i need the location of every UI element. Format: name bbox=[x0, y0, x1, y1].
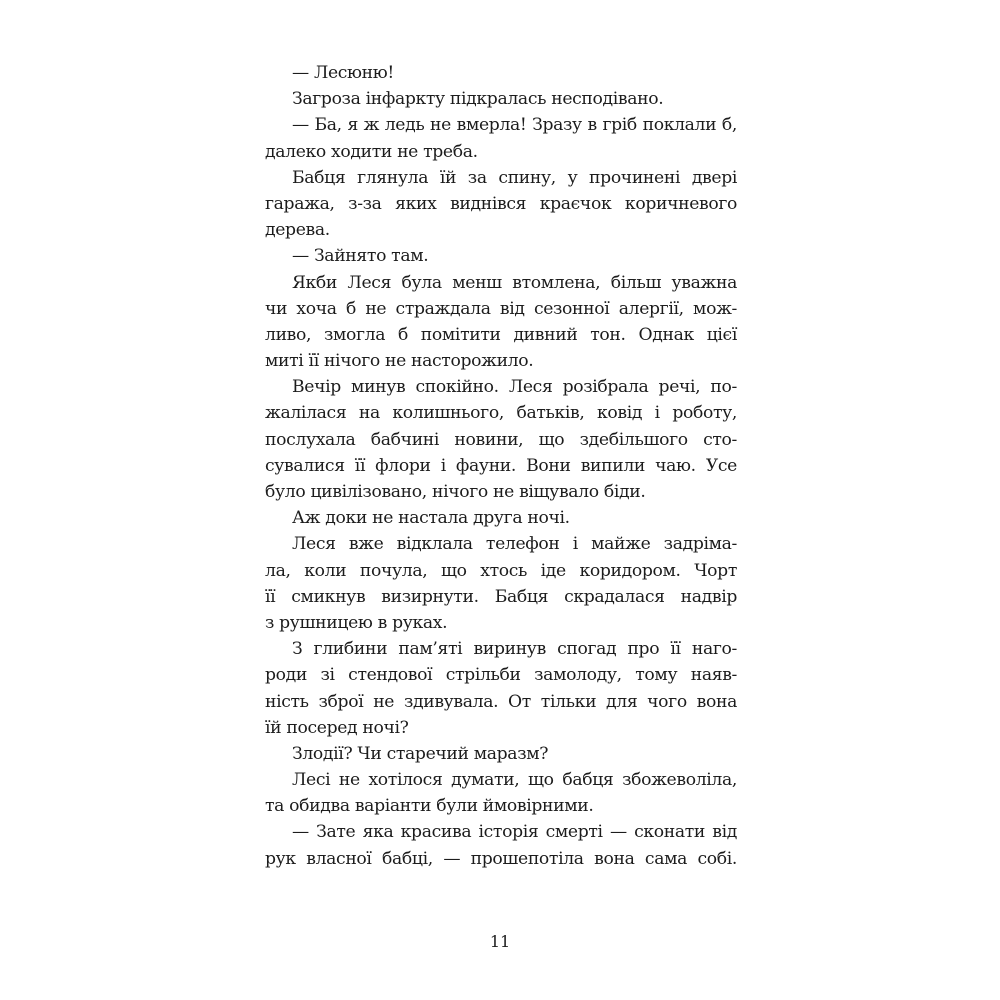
text-line: ла, коли почула, що хтось іде коридором. Чорт bbox=[265, 560, 737, 581]
text-line: рук власної бабці, — прошепотіла вона сама собі. bbox=[265, 848, 737, 869]
text-line: миті її нічого не насторожило. bbox=[265, 351, 534, 372]
text-line: Загроза інфаркту підкралась несподівано. bbox=[292, 89, 664, 110]
text-line: Бабця глянула їй за спину, у прочинені двері bbox=[292, 167, 737, 188]
text-line: — Зайнято там. bbox=[292, 246, 429, 267]
text-line: гаража, з-за яких виднівся краєчок коричневого bbox=[265, 193, 737, 214]
text-line: — Зате яка красива історія смерті — сконати від bbox=[292, 822, 737, 843]
text-line: послухала бабчині новини, що здебільшого сто- bbox=[265, 429, 737, 450]
text-line: Лесі не хотілося думати, що бабця збожеволіла, bbox=[292, 770, 737, 791]
body-text bbox=[265, 60, 737, 872]
text-line: далеко ходити не треба. bbox=[265, 141, 478, 162]
text-line: Злодії? Чи старечий маразм? bbox=[292, 743, 549, 764]
text-line: їй посеред ночі? bbox=[265, 717, 409, 738]
text-line: жалілася на колишнього, батьків, ковід і роботу, bbox=[265, 403, 737, 424]
text-line: Леся вже відклала телефон і майже задріма- bbox=[292, 534, 737, 555]
page-number: 11 bbox=[489, 932, 511, 951]
text-line: ливо, змогла б помітити дивний тон. Однак цієї bbox=[265, 324, 737, 345]
text-line: — Лесюню! bbox=[292, 63, 394, 83]
text-line: з рушницею в руках. bbox=[265, 612, 448, 633]
text-line: чи хоча б не страждала від сезонної алергії, мож- bbox=[265, 298, 737, 319]
text-line: було цивілізовано, нічого не віщувало біди. bbox=[265, 482, 646, 502]
text-line: та обидва варіанти були ймовірними. bbox=[265, 796, 594, 817]
text-line: — Ба, я ж ледь не вмерла! Зразу в гріб поклали б, bbox=[292, 115, 737, 136]
text-line: Якби Леся була менш втомлена, більш уважна bbox=[292, 272, 737, 293]
text-line: З глибини пам’яті виринув спогад про її наго- bbox=[292, 639, 737, 660]
text-line: Аж доки не настала друга ночі. bbox=[292, 508, 570, 529]
text-line: сувалися її флори і фауни. Вони випили чаю. Усе bbox=[265, 455, 737, 476]
text-line: роди зі стендової стрільби замолоду, тому наяв- bbox=[265, 665, 737, 686]
text-line: її смикнув визирнути. Бабця скрадалася надвір bbox=[265, 586, 737, 607]
text-line: дерева. bbox=[265, 220, 330, 241]
text-line: ність зброї не здивувала. От тільки для чого вона bbox=[265, 691, 737, 712]
text-line: Вечір минув спокійно. Леся розібрала речі, по- bbox=[292, 377, 737, 398]
